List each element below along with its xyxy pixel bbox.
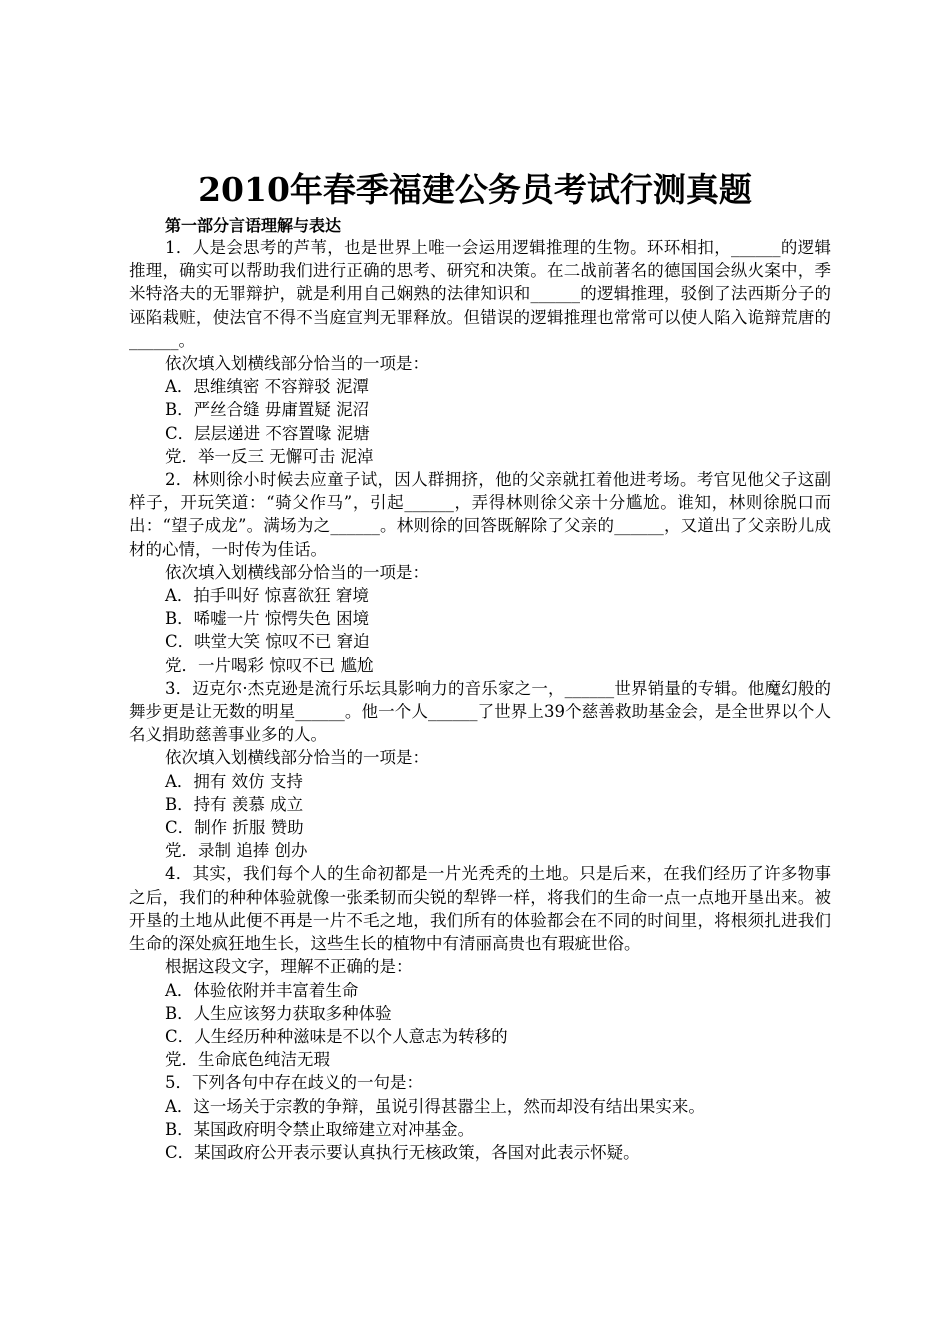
answer-option: C．某国政府公开表示要认真执行无核政策，各国对此表示怀疑。 xyxy=(165,1142,640,1162)
answer-option: B．唏嘘一片 惊愕失色 困境 xyxy=(165,609,370,629)
question-stem: 2．林则徐小时候去应童子试，因人群拥挤，他的父亲就扛着他进考场。考官见他父子这副样子，开玩笑道：“骑父作马”，引起______，弄得林则徐父亲十分尴尬。谁知，林则徐脱口而出：“望子成龙”。满场为之______。林则徐的回答既解除了父亲的______，又道出了父亲盼儿成材的心情，一时传为佳话。 xyxy=(129,470,831,559)
answer-option: B．人生应该努力获取多种体验 xyxy=(165,1003,392,1023)
question-prompt: 根据这段文字，理解不正确的是： xyxy=(165,957,413,977)
answer-option: B．严丝合缝 毋庸置疑 泥沼 xyxy=(165,400,370,420)
answer-option: C．哄堂大笑 惊叹不已 窘迫 xyxy=(165,632,370,652)
question-stem: 1．人是会思考的芦苇，也是世界上唯一会运用逻辑推理的生物。环环相扣，______的逻辑推理，确实可以帮助我们进行正确的思考、研究和决策。在二战前著名的德国国会纵火案中，季米特洛夫的无罪辩护，就是利用自己娴熟的法律知识和______的逻辑推理，驳倒了法西斯分子的诬陷栽赃，使法官不得不当庭宣判无罪释放。但错误的逻辑推理也常常可以使人陷入诡辩荒唐的______。 xyxy=(129,238,831,350)
question-prompt: 5．下列各句中存在歧义的一句是： xyxy=(165,1073,423,1093)
answer-option: C．人生经历种种滋味是不以个人意志为转移的 xyxy=(165,1026,508,1046)
question-prompt: 依次填入划横线部分恰当的一项是： xyxy=(165,562,429,582)
answer-option: 党．举一反三 无懈可击 泥淖 xyxy=(165,446,374,466)
question-stem: 4．其实，我们每个人的生命初都是一片光秃秃的土地。只是后来，在我们经历了许多物事之后，我们的种种体验就像一张柔韧而尖锐的犁铧一样，将我们的生命一点一点地开垦出来。被开垦的土地从此便不再是一片不毛之地，我们所有的体验都会在不同的时间里，将根须扎进我们生命的深处疯狂地生长，这些生长的植物中有清丽高贵也有瑕疵世俗。 xyxy=(129,864,831,954)
document-body xyxy=(129,236,831,1164)
answer-option: A．体验依附并丰富着生命 xyxy=(165,980,359,1000)
answer-option: A．这一场关于宗教的争辩，虽说引得甚嚣尘上，然而却没有结出果实来。 xyxy=(165,1096,705,1116)
answer-option: 党．录制 追捧 创办 xyxy=(165,841,308,861)
answer-option: A．思维缜密 不容辩驳 泥潭 xyxy=(165,377,369,397)
answer-option: A．拍手叫好 惊喜欲狂 窘境 xyxy=(165,586,369,606)
answer-option: B．某国政府明令禁止取缔建立对冲基金。 xyxy=(165,1119,475,1139)
section-title: 第一部分言语理解与表达 xyxy=(165,216,342,235)
answer-option: B．持有 羡慕 成立 xyxy=(165,794,304,814)
question-stem: 3．迈克尔·杰克逊是流行乐坛具影响力的音乐家之一，______世界销量的专辑。他魔幻般的舞步更是让无数的明星______。他一个人______了世界上39个慈善救助基金会，是全世界以个人名义捐助慈善事业多的人。 xyxy=(129,678,831,745)
answer-option: 党．生命底色纯洁无瑕 xyxy=(165,1050,330,1070)
answer-option: 党．一片喝彩 惊叹不已 尴尬 xyxy=(165,655,374,675)
answer-option: C．层层递进 不容置喙 泥塘 xyxy=(165,423,370,443)
question-prompt: 依次填入划横线部分恰当的一项是： xyxy=(165,354,429,374)
answer-option: C．制作 折服 赞助 xyxy=(165,818,304,838)
answer-option: A．拥有 效仿 支持 xyxy=(165,771,303,791)
document-title: 2010年春季福建公务员考试行测真题 xyxy=(198,170,752,209)
question-prompt: 依次填入划横线部分恰当的一项是： xyxy=(165,748,429,768)
